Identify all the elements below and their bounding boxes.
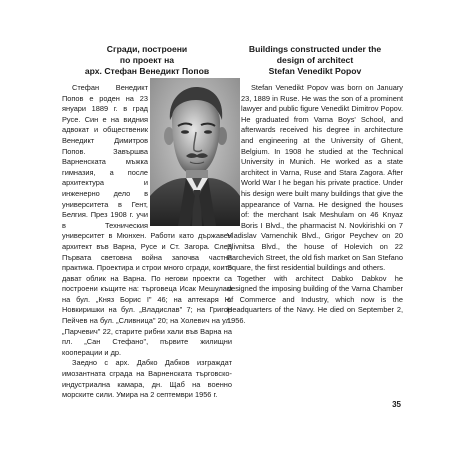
english-column	[227, 44, 403, 327]
english-body	[227, 83, 403, 327]
english-paragraph-1: Stefan Venedikt Popov was born on January 23, 1889 in Ruse. He was the son of a prominent lawyer and public figure Venedikt Dimitrov Popov. He graduated from Varna Boys' School, and afterwards received his degree in architecture and engineering at the University of Ghent, Belgium. In 1908 he studied at the Technical University in Munich. He worked as a state architect in Varna, Ruse and Stara Zagora. After World War I he began his private practice. Under his design were built many buildings that give the appearance of Varna. He designed the houses of: the merchant Isak Meshulam on 46 Knyaz Boris I Blvd., the pharmacist N. Novkirishki on 7 Vladislav Varnenchik Blvd., Grigor Peychev on 20 Slivnitsa Blvd., the house of Holevich on 22 Parchevich Street, the old fish market on San Stefano Square, the first residential buildings and others.	[227, 83, 403, 273]
architect-portrait	[150, 78, 240, 226]
page-number: 35	[392, 400, 401, 409]
english-heading: Buildings constructed under the design of architect Stefan Venedikt Popov	[248, 44, 382, 76]
bulgarian-paragraph-1: Стефан Венедикт Попов е роден на 23 януари 1889 г. в град Русе. Син е на видния адвокат и общественик Венедикт Димитров Попов. Завършва Варненската мъжка гимназия, а после архитектура и инженерно дело в университета в Гент, Белгия. През 1908 г. учи в Техническия университет в Мюнхен. Работи като държавен архитект във Варна, Русе и Ст. Загора. След Първата световна война започва частна практика. Проектира и строи много сгради, които дават облик на Варна. По негови проекти са построени къщите на: търговеца Исак Мешулам на бул. „Княз Борис I" 46; на аптекаря Н. Новкиришки на бул. „Владислав" 7; на Григор Пейчев на бул. „Сливница" 20; на Холевич на ул. „Парчевич" 22, старите рибни хали във Варна на пл. „Сан Стефано", първите жилищни кооперации и др.	[62, 83, 232, 357]
english-paragraph-2: Together with architect Dabko Dabkov he designed the imposing building of the Varna Chamber of Commerce and Industry, which now is the Headquarters of the Navy. He died on September 2, 1956.	[227, 273, 403, 326]
portrait-photo	[150, 78, 240, 226]
bulgarian-heading: Сгради, построени по проект на арх. Стефан Венедикт Попов	[84, 44, 210, 76]
bulgarian-paragraph-2: Заедно с арх. Дабко Дабков изграждат имозантната сграда на Варненската търговско-индустриална камара, дн. Щаб на военно морските сили. Умира на 2 септември 1956 г.	[62, 358, 232, 400]
